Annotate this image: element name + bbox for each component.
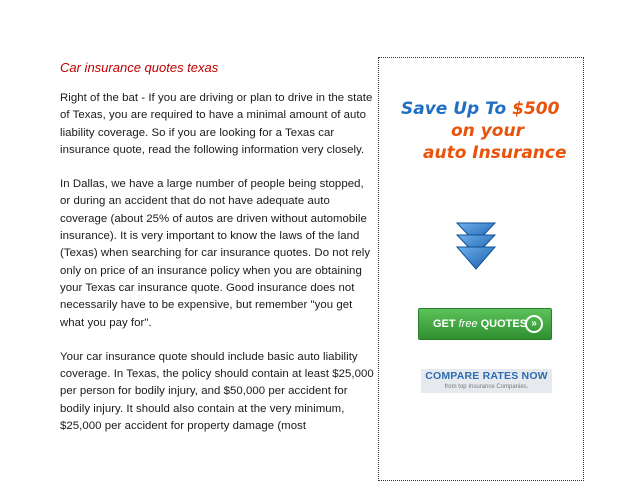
button-get-label: GET: [433, 318, 456, 330]
paragraph-dallas: In Dallas, we have a large number of people being stopped, or during an accident that do not have adequate auto coverage (about 25% of autos are driven without automobile insurance). It is very important to know the laws of the land (Texas) when searching for car insurance quotes. Do not rely only on price of an insurance policy when you are obtaining your Texas car insurance quote. Good insurance does not necessarily have to be expensive, but remember "you get what you pay for".: [60, 178, 371, 329]
down-arrow-icon: [453, 221, 499, 271]
compare-rates-subtitle: from top Insurance Companies.: [444, 384, 529, 390]
ad-headline-line2: on your: [451, 121, 524, 141]
article: [60, 60, 375, 452]
ad-headline-prefix: Save Up To: [401, 99, 513, 119]
paragraph-intro: Right of the bat - If you are driving or plan to drive in the state of Texas, you are required to have a minimal amount of auto liability coverage. So if you are looking for a Texas car insurance quote, read the following information very closely.: [60, 92, 373, 156]
compare-rates-title: COMPARE RATES NOW: [425, 370, 548, 382]
article-title: Car insurance quotes texas: [60, 60, 219, 75]
button-free-label: free: [458, 318, 478, 330]
ad-headline-line1: [401, 98, 581, 120]
button-quotes-label: QUOTES: [480, 318, 528, 330]
get-free-quotes-button[interactable]: [418, 308, 552, 340]
ad-headline: [401, 98, 581, 164]
compare-rates-banner[interactable]: [421, 369, 552, 393]
chevron-right-circle-icon: »: [525, 315, 543, 333]
paragraph-coverage: Your car insurance quote should include basic auto liability coverage. In Texas, the policy should contain at least $25,000 per person for bodily injury, and $50,000 per accident for bodily injury. It should also contain at the very minimum, $25,000 per accident for property damage (most: [60, 350, 374, 433]
insurance-ad[interactable]: [378, 57, 584, 481]
ad-headline-amount: $500: [512, 99, 560, 119]
ad-headline-line3: auto Insurance: [423, 143, 567, 163]
